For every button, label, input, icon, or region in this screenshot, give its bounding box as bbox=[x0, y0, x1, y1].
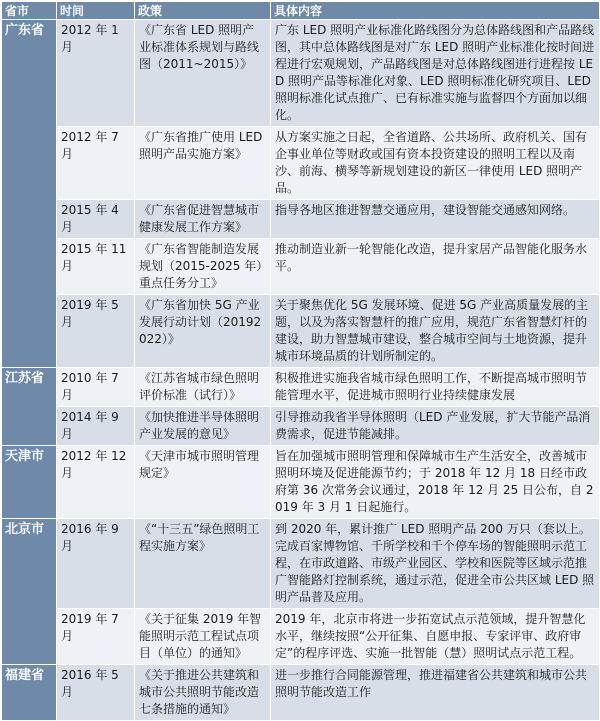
header-time: 时间 bbox=[57, 2, 135, 20]
policy-cell: 《关于推进公共建筑和城市公共照明节能改造七条措施的通知》 bbox=[135, 665, 271, 721]
policy-cell: 《广东省 LED 照明产业标准体系规划与路线图（2011~2015）》 bbox=[135, 20, 271, 127]
policy-cell: 《广东省智能制造发展规划（2015-2025 年）重点任务分工》 bbox=[135, 239, 271, 295]
policy-cell: 《“十三五”绿色照明工程实施方案》 bbox=[135, 519, 271, 609]
policy-cell: 《广东省加快 5G 产业发展行动计划（20192022）》 bbox=[135, 295, 271, 368]
province-cell: 北京市 bbox=[2, 519, 57, 665]
table-row bbox=[2, 519, 600, 609]
time-cell: 2014 年 9 月 bbox=[57, 407, 135, 446]
table-row bbox=[2, 200, 600, 239]
content-cell: 引导推动我省半导体照明（LED 产业发展，扩大节能产品消费需求，促进节能减排。 bbox=[271, 407, 600, 446]
table-row bbox=[2, 127, 600, 200]
time-cell: 2012 年 12 月 bbox=[57, 446, 135, 519]
table-row bbox=[2, 239, 600, 295]
time-cell: 2010 年 7 月 bbox=[57, 368, 135, 407]
province-cell: 福建省 bbox=[2, 665, 57, 721]
content-cell: 关于聚焦优化 5G 发展环境、促进 5G 产业高质量发展的主题，以及为落实智慧杆的推广应用，规范广东省智慧灯杆的建设，助力智慧城市建设，整合城市空间与土地资源，提升城市环境品质的计划所制定的。 bbox=[271, 295, 600, 368]
header-content: 具体内容 bbox=[271, 2, 600, 20]
policy-cell: 《广东省促进智慧城市健康发展工作方案》 bbox=[135, 200, 271, 239]
time-cell: 2019 年 7 月 bbox=[57, 609, 135, 665]
content-cell: 广东 LED 照明产业标准化路线图分为总体路线图和产品路线图，其中总体路线图是对广东 LED 照明产业标准化按时间进程进行宏观规划，产品路线图是对总体路线图进行进程按 LED 照明产品等标准化对象、LED 照明标准化研究项目、LED 照明标准化试点推广、已有标准实施与监督四个方面加以细化。 bbox=[271, 20, 600, 127]
content-cell: 进一步推行合同能源管理，推进福建省公共建筑和城市公共照明节能改造工作 bbox=[271, 665, 600, 721]
table-header-row bbox=[2, 2, 600, 20]
time-cell: 2015 年 4 月 bbox=[57, 200, 135, 239]
table-row bbox=[2, 20, 600, 127]
content-cell: 到 2020 年，累计推广 LED 照明产品 200 万只（套以上。完成百家博物馆、千所学校和千个停车场的智能照明示范工程，在市政道路、市级产业园区、学校和医院等区域示范推广智能路灯控制系统，通过示范，促进全市公共区域 LED 照明产品普及应用。 bbox=[271, 519, 600, 609]
table-row bbox=[2, 295, 600, 368]
content-cell: 旨在加强城市照明管理和保障城市生产生活安全，改善城市照明环境及促进能源节约；于 2018 年 12 月 18 日经市政府第 36 次常务会议通过，2018 年 12 月 25 日公布，自 2019 年 3 月 1 日起施行。 bbox=[271, 446, 600, 519]
header-province: 省市 bbox=[2, 2, 57, 20]
time-cell: 2016 年 9 月 bbox=[57, 519, 135, 609]
content-cell: 推动制造业新一轮智能化改造，提升家居产品智能化服务水平。 bbox=[271, 239, 600, 295]
policy-cell: 《天津市城市照明管理规定》 bbox=[135, 446, 271, 519]
table-row bbox=[2, 368, 600, 407]
time-cell: 2019 年 5 月 bbox=[57, 295, 135, 368]
policy-cell: 《关于征集 2019 年智能照明示范工程试点项目（单位）的通知》 bbox=[135, 609, 271, 665]
content-cell: 指导各地区推进智慧交通应用，建设智能交通感知网络。 bbox=[271, 200, 600, 239]
time-cell: 2015 年 11 月 bbox=[57, 239, 135, 295]
time-cell: 2012 年 7 月 bbox=[57, 127, 135, 200]
province-cell: 天津市 bbox=[2, 446, 57, 519]
policy-cell: 《广东省推广使用 LED 照明产品实施方案》 bbox=[135, 127, 271, 200]
policy-cell: 《江苏省城市绿色照明评价标准（试行）》 bbox=[135, 368, 271, 407]
province-cell: 江苏省 bbox=[2, 368, 57, 446]
content-cell: 积极推进实施我省城市绿色照明工作，不断提高城市照明节能管理水平，促进城市照明行业持续健康发展 bbox=[271, 368, 600, 407]
policy-table bbox=[1, 1, 600, 721]
header-policy: 政策 bbox=[135, 2, 271, 20]
content-cell: 从方案实施之日起，全省道路、公共场所、政府机关、国有企事业单位等财政或国有资本投资建设的照明工程以及南沙、前海、横琴等新规划建设的新区一律使用 LED 照明产品。 bbox=[271, 127, 600, 200]
content-cell: 2019 年，北京市将进一步拓宽试点示范领域，提升智慧化水平，继续按照“公开征集、自愿申报、专家评审、政府审定”的程序评选、实施一批智能（慧）照明试点示范工程。 bbox=[271, 609, 600, 665]
policy-cell: 《加快推进半导体照明产业发展的意见》 bbox=[135, 407, 271, 446]
time-cell: 2016 年 5 月 bbox=[57, 665, 135, 721]
time-cell: 2012 年 1 月 bbox=[57, 20, 135, 127]
table-row bbox=[2, 665, 600, 721]
table-row bbox=[2, 446, 600, 519]
table-row bbox=[2, 609, 600, 665]
table-row bbox=[2, 407, 600, 446]
province-cell: 广东省 bbox=[2, 20, 57, 368]
